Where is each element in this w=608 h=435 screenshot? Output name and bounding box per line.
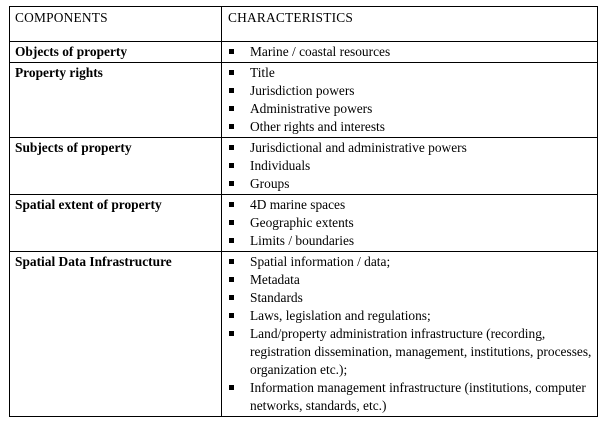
component-cell [10, 63, 222, 138]
components-table [9, 6, 598, 417]
list-item: Administrative powers [228, 100, 593, 118]
list-item: Groups [228, 175, 593, 193]
component-label: Property rights [15, 65, 103, 80]
characteristics-list [228, 195, 593, 251]
list-item: 4D marine spaces [228, 196, 593, 214]
component-cell [10, 252, 222, 417]
characteristics-list [228, 63, 593, 137]
characteristics-cell [222, 252, 598, 417]
component-cell [10, 195, 222, 252]
characteristics-list [228, 138, 593, 194]
list-item: Marine / coastal resources [228, 43, 593, 61]
list-item: Spatial information / data; [228, 253, 593, 271]
list-item: Laws, legislation and regulations; [228, 307, 593, 325]
list-item: Geographic extents [228, 214, 593, 232]
component-cell [10, 138, 222, 195]
list-item: Information management infrastructure (institutions, computer networks, standards, etc.) [228, 379, 593, 415]
table-row [10, 195, 598, 252]
table-header-row [10, 7, 598, 42]
component-label: Subjects of property [15, 140, 132, 155]
characteristics-cell [222, 42, 598, 63]
component-cell [10, 42, 222, 63]
list-item: Standards [228, 289, 593, 307]
list-item: Land/property administration infrastructure (recording, registration dissemination, management, institutions, processes, organization etc.); [228, 325, 593, 379]
header-components-label: COMPONENTS [15, 10, 108, 25]
table-row [10, 63, 598, 138]
document-page [9, 6, 598, 417]
characteristics-cell [222, 195, 598, 252]
characteristics-cell [222, 138, 598, 195]
component-label: Objects of property [15, 44, 128, 59]
component-label: Spatial Data Infrastructure [15, 254, 172, 269]
list-item: Other rights and interests [228, 118, 593, 136]
list-item: Jurisdictional and administrative powers [228, 139, 593, 157]
list-item: Jurisdiction powers [228, 82, 593, 100]
table-row [10, 42, 598, 63]
header-components [10, 7, 222, 42]
list-item: Title [228, 64, 593, 82]
characteristics-list [228, 252, 593, 416]
component-label: Spatial extent of property [15, 197, 162, 212]
list-item: Individuals [228, 157, 593, 175]
header-characteristics [222, 7, 598, 42]
characteristics-list [228, 42, 593, 62]
table-row [10, 138, 598, 195]
list-item: Limits / boundaries [228, 232, 593, 250]
header-characteristics-label: CHARACTERISTICS [228, 10, 354, 25]
table-row [10, 252, 598, 417]
characteristics-cell [222, 63, 598, 138]
list-item: Metadata [228, 271, 593, 289]
